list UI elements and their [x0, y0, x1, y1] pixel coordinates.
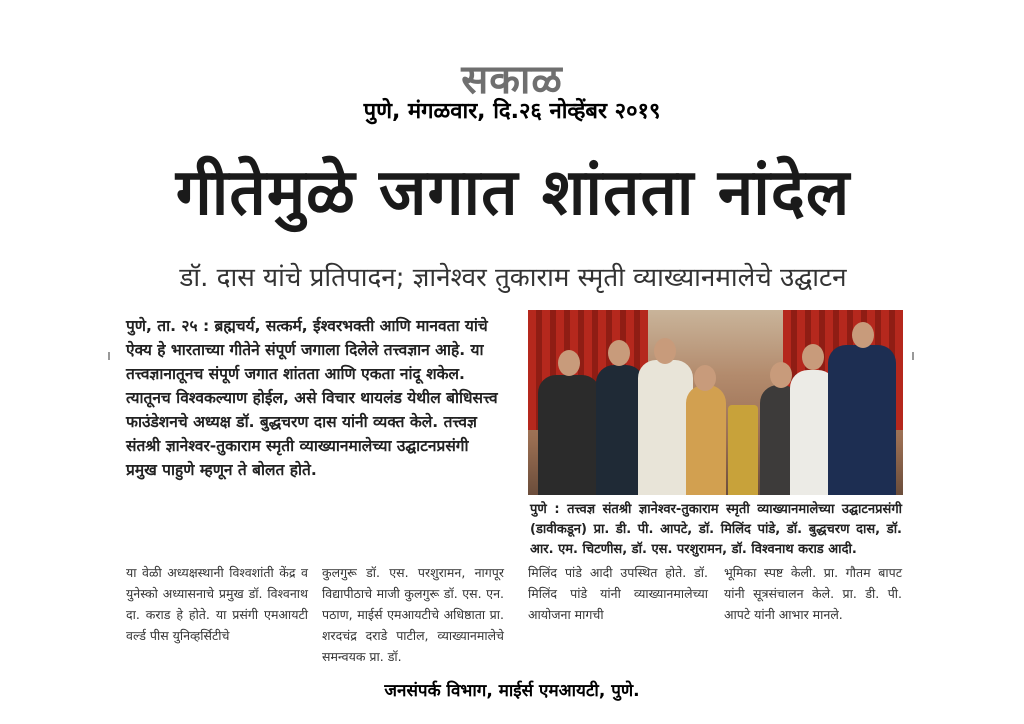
person-figure	[638, 360, 693, 495]
news-photo	[528, 310, 903, 495]
article-lead-paragraph: पुणे, ता. २५ : ब्रह्मचर्य, सत्कर्म, ईश्वरभक्ती आणि मानवता यांचे ऐक्य हे भारताच्या गीतेने संपूर्ण जगाला दिलेले तत्त्वज्ञान आहे. या तत्त्वज्ञानातूनच संपूर्ण जगात शांतता आणि एकता नांदू शकेल. त्यातूनच विश्वकल्याण होईल, असे विचार थायलंड येथील बोधिसत्त्व फाउंडेशनचे अध्यक्ष डॉ. बुद्धचरण दास यांनी व्यक्त केले. तत्त्वज्ञ संतश्री ज्ञानेश्वर-तुकाराम स्मृती व्याख्यानमालेच्या उद्घाटनप्रसंगी प्रमुख पाहुणे म्हणून ते बोलत होते.	[126, 317, 498, 479]
article-headline: गीतेमुळे जगात शांतता नांदेल	[175, 156, 851, 230]
photo-caption: पुणे : तत्त्वज्ञ संतश्री ज्ञानेश्वर-तुकाराम स्मृती व्याख्यानमालेच्या उद्घाटनप्रसंगी (डावीकडून) प्रा. डी. पी. आपटे, डॉ. मिलिंद पांडे, डॉ. बुद्धचरण दास, डॉ. आर. एम. चिटणीस, डॉ. एस. परशुरामन, डॉ. विश्वनाथ कराड आदी.	[530, 502, 902, 557]
person-head	[558, 350, 580, 376]
article-column-4: भूमिका स्पष्ट केली. प्रा. गौतम बापट यांनी सूत्रसंचालन केले. प्रा. डी. पी. आपटे यांनी आभार मानले.	[724, 565, 902, 622]
person-figure	[538, 375, 600, 495]
person-figure	[686, 385, 726, 495]
person-head	[654, 338, 676, 364]
dateline: पुणे, मंगळवार, दि.२६ नोव्हेंबर २०१९	[363, 99, 661, 124]
footer-credit: जनसंपर्क विभाग, माईर्स एमआयटी, पुणे.	[384, 681, 640, 701]
person-head	[852, 322, 874, 348]
crop-mark	[108, 352, 110, 360]
newspaper-masthead: सकाळ	[461, 57, 563, 103]
article-column-3: मिलिंद पांडे आदी उपस्थित होते. डॉ. मिलिंद पांडे यांनी व्याख्यानमालेच्या आयोजना मागची	[528, 565, 708, 622]
person-figure	[596, 365, 644, 495]
article-column-2: कुलगुरू डॉ. एस. परशुरामन, नागपूर विद्यापीठाचे माजी कुलगुरू डॉ. एस. एन. पठाण, माईर्स एमआयटीचे अधिष्ठाता प्रा. शरदचंद्र दराडे पाटील, व्याख्यानमालेचे समन्वयक प्रा. डॉ.	[322, 565, 504, 664]
person-figure	[828, 345, 896, 495]
person-head	[608, 340, 630, 366]
ceremonial-lamp	[728, 405, 758, 495]
person-head	[770, 362, 792, 388]
person-head	[802, 344, 824, 370]
article-subheadline: डॉ. दास यांचे प्रतिपादन; ज्ञानेश्वर तुकाराम स्मृती व्याख्यानमालेचे उद्घाटन	[179, 263, 847, 293]
article-column-1: या वेळी अध्यक्षस्थानी विश्वशांती केंद्र व युनेस्को अध्यासनाचे प्रमुख डॉ. विश्वनाथ दा. कराड हे होते. या प्रसंगी एमआयटी वर्ल्ड पीस युनिव्हर्सिटीचे	[126, 565, 308, 643]
crop-mark	[912, 352, 914, 360]
person-head	[694, 365, 716, 391]
